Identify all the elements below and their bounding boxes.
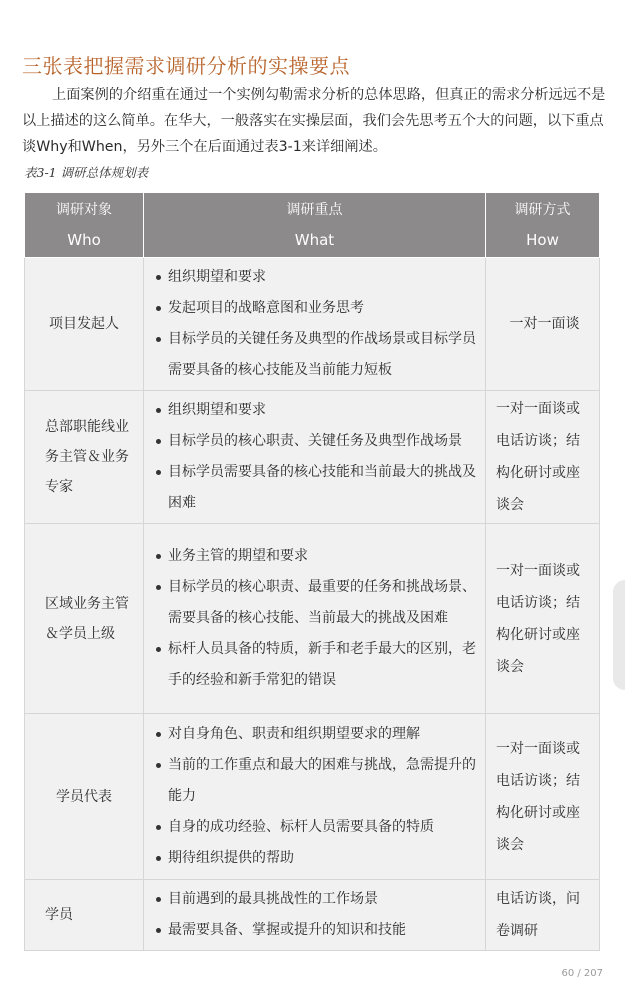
- focus-item: 目标学员的关键任务及典型的作战场景或目标学员需要具备的核心技能及当前能力短板: [152, 324, 477, 386]
- focus-item: 自身的成功经验、标杆人员需要具备的特质: [152, 812, 477, 843]
- focus-item: 目标学员需要具备的核心技能和当前最大的挑战及困难: [152, 457, 477, 519]
- focus-item: 标杆人员具备的特质，新手和老手最大的区别，老手的经验和新手常犯的错误: [152, 634, 477, 696]
- table-row: [25, 524, 600, 714]
- row-who: 学员: [25, 880, 144, 951]
- table-row: [25, 880, 600, 951]
- intro-paragraph: 上面案例的介绍重在通过一个实例勾勒需求分析的总体思路，但真正的需求分析远远不是以上描述的这么简单。在华大，一般落实在实操层面，我们会先思考五个大的问题，以下重点谈Why和When，另外三个在后面通过表3-1来详细阐述。: [22, 87, 606, 155]
- row-how: 一对一面谈或电话访谈；结构化研讨或座谈会: [486, 391, 600, 524]
- table-row: [25, 391, 600, 524]
- focus-item: 业务主管的期望和要求: [152, 541, 477, 572]
- section-heading: 三张表把握需求调研分析的实操要点: [22, 54, 350, 78]
- header-what-en: What: [294, 231, 335, 249]
- row-who: 学员代表: [25, 714, 144, 880]
- page-number: 60 / 207: [561, 968, 603, 979]
- focus-item: 组织期望和要求: [152, 395, 477, 426]
- focus-item: 组织期望和要求: [152, 262, 477, 293]
- focus-item: 最需要具备、掌握或提升的知识和技能: [152, 915, 477, 946]
- focus-item: 对自身角色、职责和组织期望要求的理解: [152, 719, 477, 750]
- row-how: 一对一面谈或电话访谈；结构化研讨或座谈会: [486, 714, 600, 880]
- row-who: 项目发起人: [25, 258, 144, 391]
- row-how: 电话访谈，问卷调研: [486, 880, 600, 951]
- focus-item: 发起项目的战略意图和业务思考: [152, 293, 477, 324]
- focus-item: 期待组织提供的帮助: [152, 843, 477, 874]
- row-what: [144, 391, 486, 524]
- header-how: [486, 193, 600, 258]
- header-who-en: Who: [67, 231, 101, 249]
- page-edge-shadow: [613, 580, 625, 690]
- focus-item: 目前遇到的最具挑战性的工作场景: [152, 884, 477, 915]
- focus-item: 当前的工作重点和最大的困难与挑战，急需提升的能力: [152, 750, 477, 812]
- table-header-row: [25, 193, 600, 258]
- row-what: [144, 258, 486, 391]
- focus-item: 目标学员的核心职责、关键任务及典型作战场景: [152, 426, 477, 457]
- focus-item: 目标学员的核心职责、最重要的任务和挑战场景、需要具备的核心技能、当前最大的挑战及困难: [152, 572, 477, 634]
- header-what-cn: 调研重点: [286, 202, 343, 218]
- row-how: 一对一面谈: [486, 258, 600, 391]
- header-how-cn: 调研方式: [514, 202, 571, 218]
- table-row: [25, 714, 600, 880]
- header-who: [25, 193, 144, 258]
- header-who-cn: 调研对象: [56, 202, 112, 218]
- row-how: 一对一面谈或电话访谈；结构化研讨或座谈会: [486, 524, 600, 714]
- header-how-en: How: [526, 231, 559, 249]
- row-who: 区域业务主管＆学员上级: [25, 524, 144, 714]
- table-row: [25, 258, 600, 391]
- row-what: [144, 880, 486, 951]
- row-what: [144, 524, 486, 714]
- research-plan-table: [24, 192, 600, 951]
- row-what: [144, 714, 486, 880]
- header-what: [144, 193, 486, 258]
- table-caption: 表3-1 调研总体规划表: [24, 165, 149, 180]
- row-who: 总部职能线业务主管＆业务专家: [25, 391, 144, 524]
